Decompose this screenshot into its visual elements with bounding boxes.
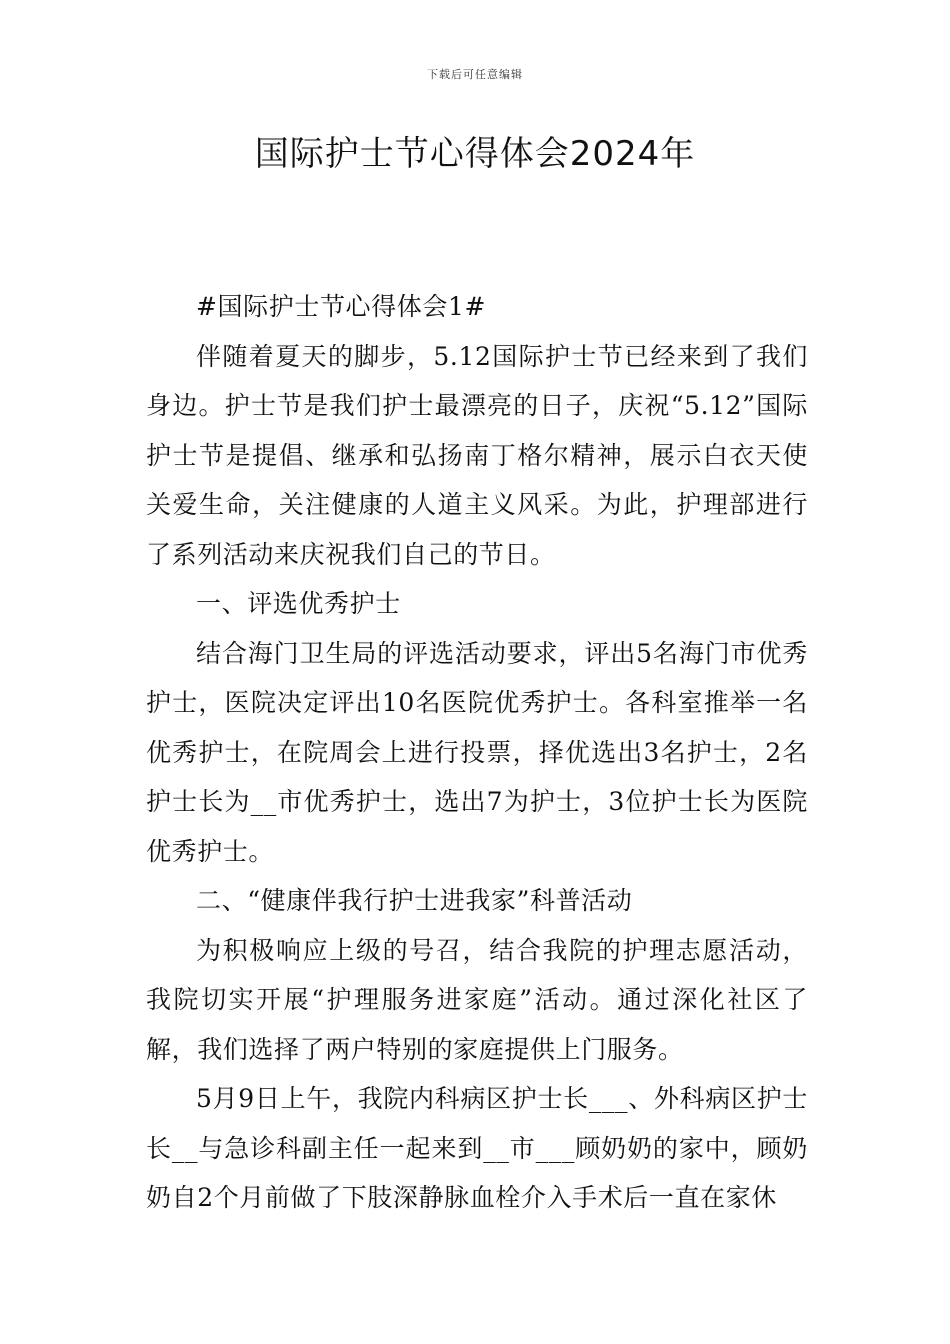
paragraph-home-visit: 5月9日上午，我院内科病区护士长___、外科病区护士长__与急诊科副主任一起来到__市___顾奶奶的家中，顾奶奶自2个月前做了下肢深静脉血栓介入手术后一直在家休 (146, 1084, 808, 1212)
paragraph-outreach: 为积极响应上级的号召，结合我院的护理志愿活动，我院切实开展“护理服务进家庭”活动。通过深化社区了解，我们选择了两户特别的家庭提供上门服务。 (146, 935, 808, 1064)
document-title: 国际护士节心得体会2024年 (254, 134, 696, 174)
section-heading-outreach: 二、“健康伴我行护士进我家”科普活动 (196, 886, 633, 915)
document-body (146, 282, 808, 1223)
paragraph-selection: 结合海门卫生局的评选活动要求，评出5名海门市优秀护士，医院决定评出10名医院优秀护士。各科室推举一名优秀护士，在院周会上进行投票，择优选出3名护士，2名护士长为__市优秀护士，选出7为护士，3位护士长为医院优秀护士。 (146, 638, 808, 866)
paragraph-intro: 伴随着夏天的脚步，5.12国际护士节已经来到了我们身边。护士节是我们护士最漂亮的日子，庆祝“5.12”国际护士节是提倡、继承和弘扬南丁格尔精神，展示白衣天使关爱生命，关注健康的人道主义风采。为此，护理部进行了系列活动来庆祝我们自己的节日。 (146, 341, 808, 569)
section-heading-1: #国际护士节心得体会1# (196, 292, 487, 321)
header-note: 下载后可任意编辑 (427, 68, 523, 81)
section-heading-selection: 一、评选优秀护士 (196, 589, 401, 618)
